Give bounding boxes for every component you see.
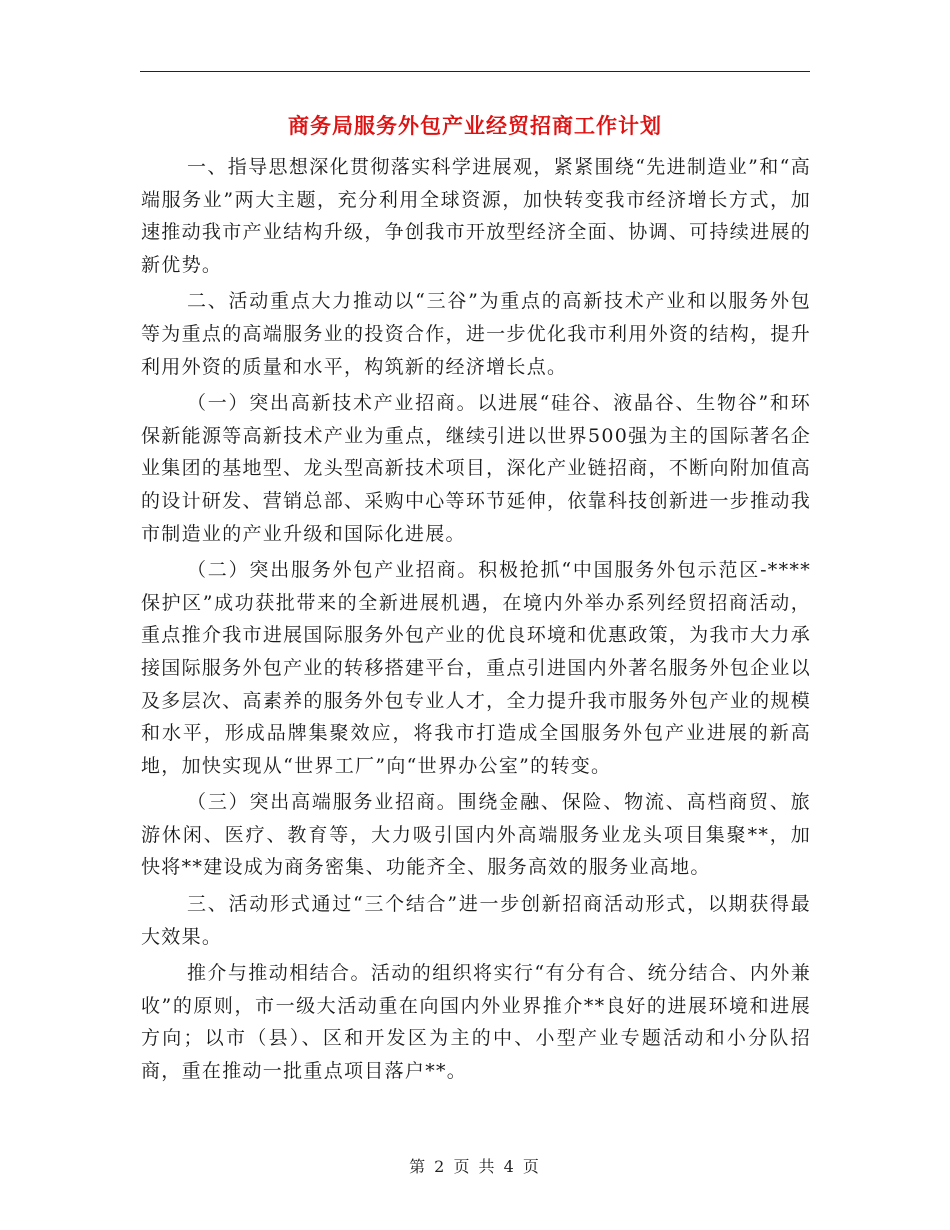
- paragraph-hightech-investment: （一）突出高新技术产业招商。以进展“硅谷、液晶谷、生物谷”和环保新能源等高新技术产业为重点，继续引进以世界500强为主的国际著名企业集团的基地型、龙头型高新技术项目，深化产业链招商，不断向附加值高的设计研发、营销总部、采购中心等环节延伸，依靠科技创新进一步推动我市制造业的产业升级和国际化进展。: [141, 392, 811, 545]
- paragraph-activity-focus: 二、活动重点大力推动以“三谷”为重点的高新技术产业和以服务外包等为重点的高端服务业的投资合作，进一步优化我市利用外资的结构，提升利用外资的质量和水平，构筑新的经济增长点。: [141, 290, 811, 378]
- page-number: 第 2 页 共 4 页: [409, 1157, 541, 1176]
- paragraph-guiding-ideology: 一、指导思想深化贯彻落实科学进展观，紧紧围绕“先进制造业”和“高端服务业”两大主题，充分利用全球资源，加快转变我市经济增长方式，加速推动我市产业结构升级，争创我市开放型经济全面、协调、可持续进展的新优势。: [141, 156, 811, 276]
- document-title: 商务局服务外包产业经贸招商工作计划: [288, 113, 662, 138]
- paragraph-activity-forms: 三、活动形式通过“三个结合”进一步创新招商活动形式，以期获得最大效果。: [141, 893, 811, 948]
- paragraph-outsourcing-investment: （二）突出服务外包产业招商。积极抢抓“中国服务外包示范区-****保护区”成功获批带来的全新进展机遇，在境内外举办系列经贸招商活动，重点推介我市进展国际服务外包产业的优良环境和优惠政策，为我市大力承接国际服务外包产业的转移搭建平台，重点引进国内外著名服务外包企业以及多层次、高素养的服务外包专业人才，全力提升我市服务外包产业的规模和水平，形成品牌集聚效应，将我市打造成全国服务外包产业进展的新高地，加快实现从“世界工厂”向“世界办公室”的转变。: [141, 559, 811, 777]
- paragraph-highend-services: （三）突出高端服务业招商。围绕金融、保险、物流、高档商贸、旅游休闲、医疗、教育等，大力吸引国内外高端服务业龙头项目集聚**，加快将**建设成为商务密集、功能齐全、服务高效的服务业高地。: [141, 791, 811, 879]
- paragraph-promotion-combination: 推介与推动相结合。活动的组织将实行“有分有合、统分结合、内外兼收”的原则，市一级大活动重在向国内外业界推介**良好的进展环境和进展方向；以市（县）、区和开发区为主的中、小型产业专题活动和小分队招商，重在推动一批重点项目落户**。: [141, 962, 811, 1083]
- document-body: [141, 151, 811, 1092]
- header-rule: [140, 71, 810, 72]
